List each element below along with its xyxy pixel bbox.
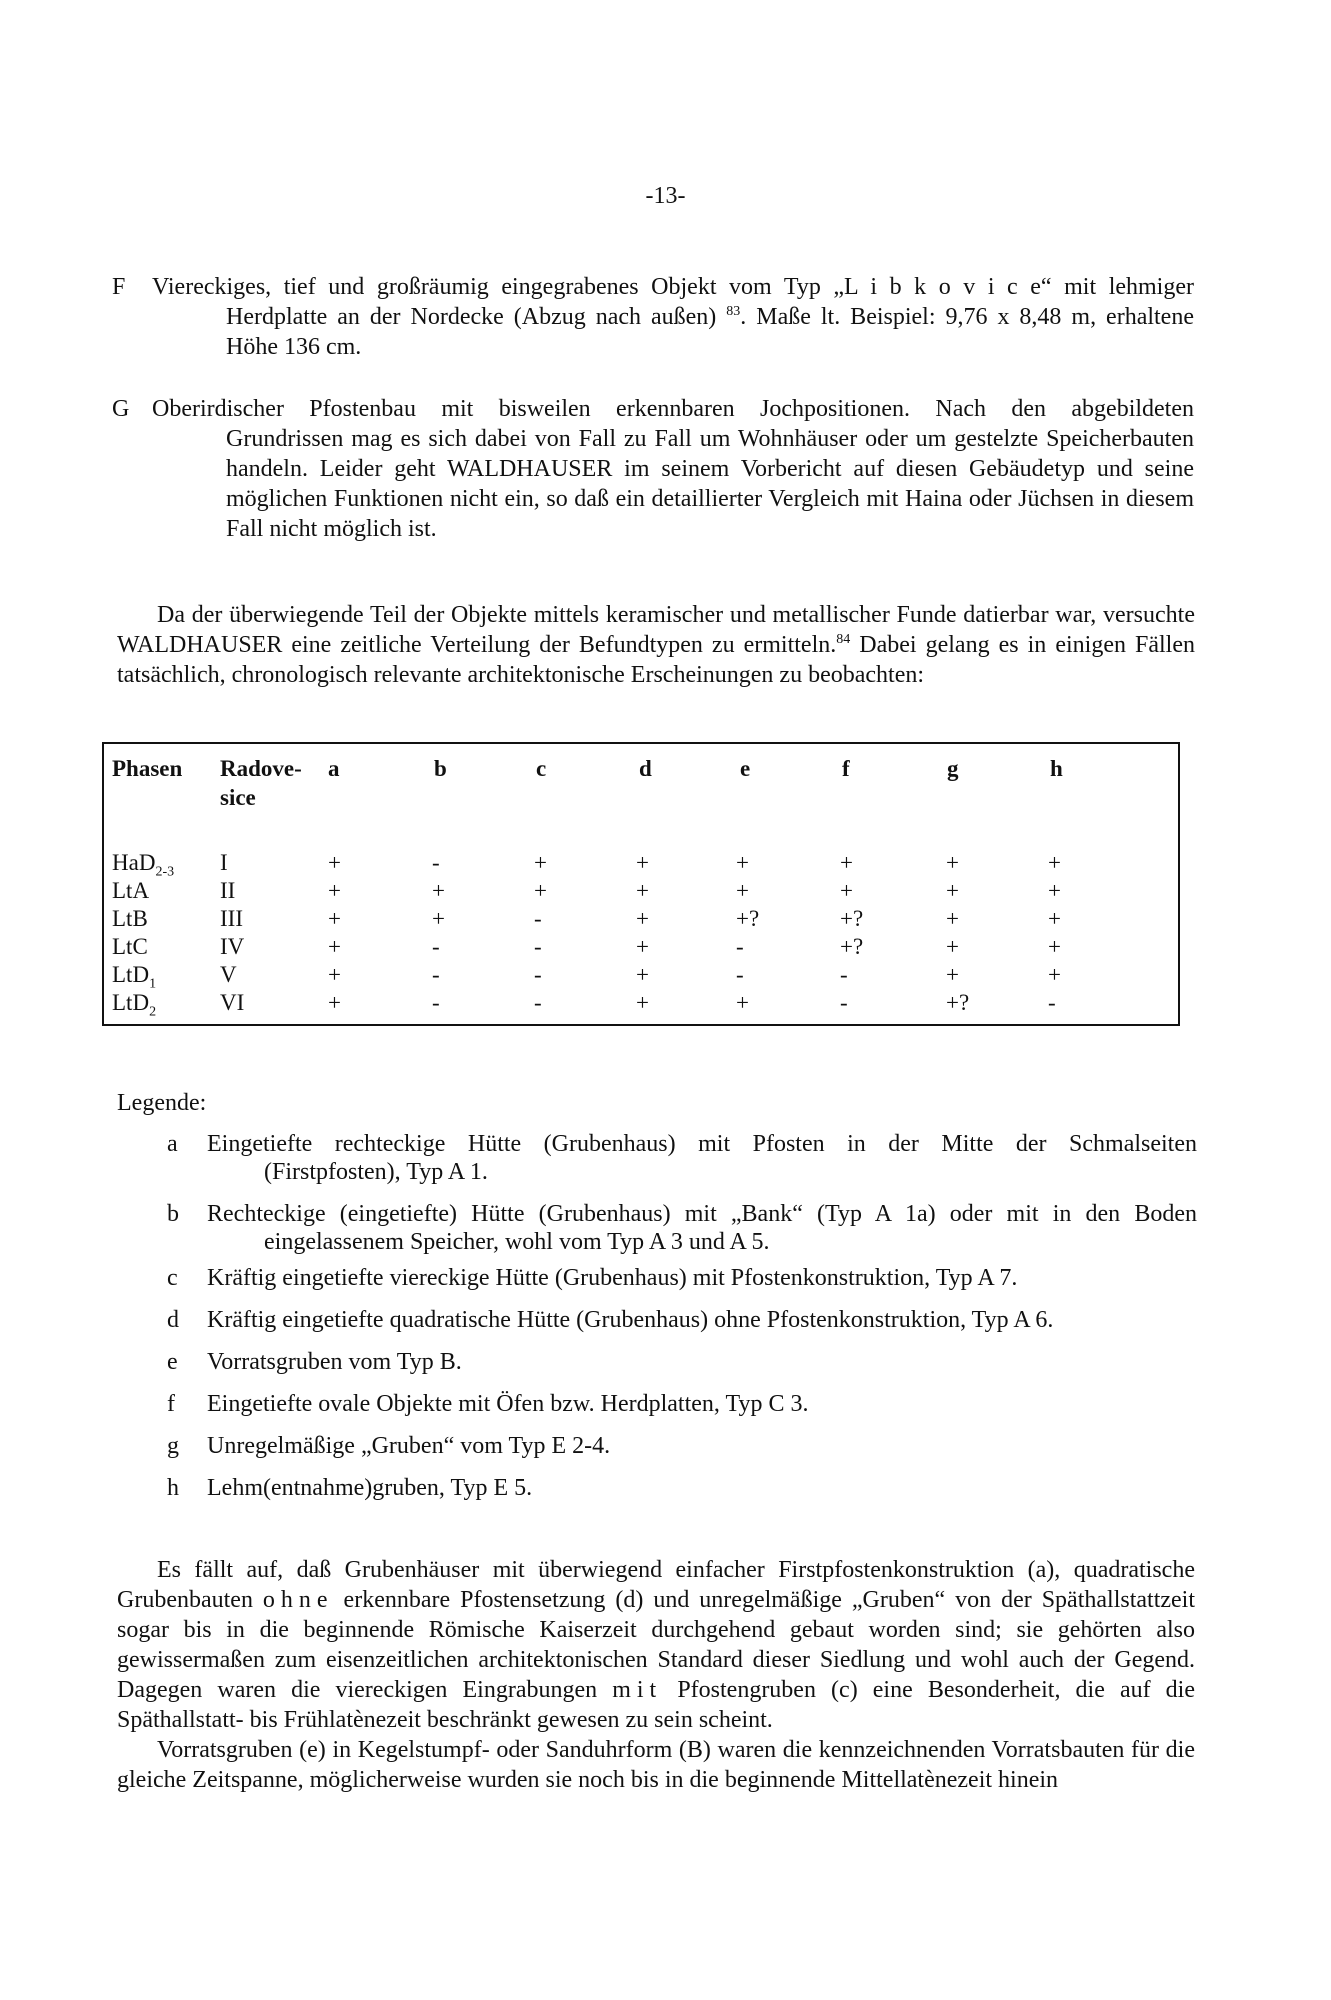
table-cell-radovesice: VI bbox=[220, 990, 245, 1015]
table-cell-value: + bbox=[1048, 962, 1061, 987]
phase-table bbox=[102, 742, 1180, 1026]
table-cell-value: - bbox=[534, 990, 542, 1015]
table-cell-value: + bbox=[636, 990, 649, 1015]
table-cell-value: + bbox=[534, 850, 547, 875]
table-cell-phase: LtA bbox=[112, 878, 150, 903]
footnote-ref: 83 bbox=[726, 304, 741, 319]
legend-item bbox=[167, 1264, 1197, 1292]
table-cell-value: + bbox=[946, 962, 959, 987]
legend-key: b bbox=[167, 1201, 179, 1227]
table-cell-value: - bbox=[432, 934, 440, 959]
table-cell-phase: LtD$_1$ bbox=[112, 962, 157, 992]
table-cell-value: + bbox=[1048, 850, 1061, 875]
table-header-radovesice: Radove- bbox=[220, 756, 302, 781]
table-cell-value: +? bbox=[840, 906, 864, 931]
legend-item bbox=[167, 1130, 1197, 1186]
entry-line: Oberirdischer Pfostenbau mit bisweilen erkennbaren Jochpositionen. Nach den abgebildeten bbox=[152, 396, 1194, 422]
table-cell-value: - bbox=[534, 906, 542, 931]
table-cell-value: + bbox=[636, 934, 649, 959]
table-header-col: e bbox=[740, 756, 751, 781]
closing-paragraph-2: Vorratsgruben (e) in Kegelstumpf- oder Sanduhrform (B) waren die kennzeichnenden Vorratsbauten für die gleiche Zeitspanne, möglicherweise wurden sie noch bis in die beginnende Mittellatènezeit hinein bbox=[117, 1737, 1195, 1793]
table-cell-value: + bbox=[840, 878, 853, 903]
entry-letter: G bbox=[112, 396, 130, 422]
footnote-ref: 84 bbox=[836, 632, 851, 647]
table-cell-value: - bbox=[1048, 990, 1056, 1015]
legend-text: Vorratsgruben vom Typ B. bbox=[207, 1349, 462, 1375]
table-cell-value: + bbox=[736, 990, 749, 1015]
table-cell-value: - bbox=[840, 962, 848, 987]
legend-key: h bbox=[167, 1475, 179, 1501]
table-header-col: b bbox=[434, 756, 447, 781]
table-cell-value: + bbox=[946, 934, 959, 959]
table-cell-value: +? bbox=[736, 906, 760, 931]
legend-item bbox=[167, 1474, 1197, 1502]
legend-text: Rechteckige (eingetiefte) Hütte (Grubenhaus) mit „Bank“ (Typ A 1a) oder mit in den Boden bbox=[207, 1201, 1197, 1227]
table-cell-value: + bbox=[328, 990, 341, 1015]
legend-key: g bbox=[167, 1433, 179, 1459]
table-header-col: h bbox=[1050, 756, 1063, 781]
table-cell-value: + bbox=[636, 878, 649, 903]
table-cell-value: + bbox=[534, 878, 547, 903]
legend-text: Eingetiefte rechteckige Hütte (Grubenhaus) mit Pfosten in der Mitte der Schmalseiten bbox=[207, 1131, 1197, 1157]
table-header-col: a bbox=[328, 756, 340, 781]
table-cell-value: + bbox=[840, 850, 853, 875]
entry-line: Viereckiges, tief und großräumig eingegrabenes Objekt vom Typ „L i b k o v i c e“ mit lehmiger bbox=[152, 274, 1194, 300]
table-cell-value: + bbox=[946, 906, 959, 931]
closing-paragraphs bbox=[117, 1555, 1195, 1795]
table-cell-value: +? bbox=[840, 934, 864, 959]
legend-text: Lehm(entnahme)gruben, Typ E 5. bbox=[207, 1475, 533, 1501]
table-cell-radovesice: II bbox=[220, 878, 236, 903]
legend-text: Eingetiefte ovale Objekte mit Öfen bzw. Herdplatten, Typ C 3. bbox=[207, 1391, 809, 1417]
table-cell-value: - bbox=[534, 962, 542, 987]
table-cell-value: + bbox=[432, 878, 445, 903]
table-cell-value: + bbox=[1048, 878, 1061, 903]
intro-paragraph: Da der überwiegende Teil der Objekte mittels keramischer und metallischer Funde datierbar war, versuchte WALDHAUSER eine zeitliche Verteilung der Befundtypen zu ermitteln.$^{84}$ Dabei gelang es in einigen Fällen tatsächlich, chronologisch relevante architektonische Erscheinungen zu beobachten: bbox=[117, 602, 1195, 688]
table-cell-value: +? bbox=[946, 990, 970, 1015]
table-cell-value: + bbox=[636, 962, 649, 987]
table-cell-value: + bbox=[636, 850, 649, 875]
table-cell-value: + bbox=[328, 850, 341, 875]
legend-text: Kräftig eingetiefte viereckige Hütte (Grubenhaus) mit Pfostenkonstruktion, Typ A 7. bbox=[207, 1265, 1018, 1291]
page-number: -13- bbox=[645, 183, 686, 209]
legend-item bbox=[167, 1432, 1197, 1460]
table-cell-value: - bbox=[736, 934, 744, 959]
table-cell-value: - bbox=[432, 850, 440, 875]
table-cell-value: + bbox=[736, 878, 749, 903]
table-cell-value: - bbox=[534, 934, 542, 959]
table-cell-phase: LtD$_2$ bbox=[112, 990, 157, 1020]
legend-item bbox=[167, 1348, 1197, 1376]
entry-line: Herdplatte an der Nordecke (Abzug nach außen) $^{83}$. Maße lt. Beispiel: 9,76 x 8,48 m, erhaltene bbox=[226, 304, 1194, 330]
table-cell-value: + bbox=[328, 906, 341, 931]
legend-text: Kräftig eingetiefte quadratische Hütte (Grubenhaus) ohne Pfostenkonstruktion, Typ A 6. bbox=[207, 1307, 1054, 1333]
table-cell-value: + bbox=[946, 878, 959, 903]
table-cell-radovesice: V bbox=[220, 962, 237, 987]
table-cell-radovesice: III bbox=[220, 906, 243, 931]
table-cell-value: - bbox=[432, 962, 440, 987]
table-cell-phase: LtB bbox=[112, 906, 148, 931]
closing-paragraph-1: Es fällt auf, daß Grubenhäuser mit überwiegend einfacher Firstpfostenkonstruktion (a), quadratische Grubenbauten ohne erkennbare Pfostensetzung (d) und unregelmäßige „Gruben“ von der Späthallstattzeit sogar bis in die beginnende Römische Kaiserzeit durchgehend gebaut worden sind; sie gehörten also gewissermaßen zum eisenzeitlichen architektonischen Standard dieser Siedlung und wohl auch der Gegend. Dagegen waren die viereckigen Eingrabungen mit Pfostengruben (c) eine Besonderheit, die auf die Späthallstatt- bis Frühlatènezeit beschränkt gewesen zu sein scheint. bbox=[117, 1557, 1195, 1733]
table-cell-value: + bbox=[432, 906, 445, 931]
legend-key: e bbox=[167, 1349, 178, 1375]
legend-text-continued: eingelassenem Speicher, wohl vom Typ A 3 und A 5. bbox=[264, 1229, 770, 1255]
table-cell-value: + bbox=[1048, 934, 1061, 959]
legend-title: Legende: bbox=[117, 1090, 207, 1116]
entry-g bbox=[112, 394, 1194, 544]
entry-line: Höhe 136 cm. bbox=[226, 334, 362, 360]
entry-letter: F bbox=[112, 274, 126, 300]
legend-key: f bbox=[167, 1391, 175, 1417]
legend-key: d bbox=[167, 1307, 179, 1333]
legend-key: c bbox=[167, 1265, 178, 1291]
table-cell-value: + bbox=[328, 878, 341, 903]
table-header-radovesice-2: sice bbox=[220, 785, 256, 810]
table-header-col: g bbox=[947, 756, 959, 781]
table-cell-value: + bbox=[1048, 906, 1061, 931]
entry-f bbox=[112, 272, 1194, 362]
legend-item bbox=[167, 1306, 1197, 1334]
table-header-phasen: Phasen bbox=[112, 756, 183, 781]
table-header-col: f bbox=[842, 756, 850, 781]
table-cell-value: + bbox=[736, 850, 749, 875]
table-header-col: d bbox=[639, 756, 652, 781]
table-cell-value: + bbox=[636, 906, 649, 931]
table-cell-radovesice: I bbox=[220, 850, 228, 875]
table-cell-value: - bbox=[840, 990, 848, 1015]
legend-text: Unregelmäßige „Gruben“ vom Typ E 2-4. bbox=[207, 1433, 611, 1459]
entry-text: Grundrissen mag es sich dabei von Fall zu Fall um Wohnhäuser oder um gestelzte Speicherbauten handeln. Leider geht WALDHAUSER im seinem Vorbericht auf diesen Gebäudetyp und seine möglichen Funktionen nicht ein, so daß ein detaillierter Vergleich mit Haina oder Jüchsen in diesem Fall nicht möglich ist. bbox=[226, 426, 1194, 542]
table-cell-value: + bbox=[328, 934, 341, 959]
table-cell-value: - bbox=[736, 962, 744, 987]
table-cell-value: + bbox=[328, 962, 341, 987]
table-cell-phase: LtC bbox=[112, 934, 148, 959]
legend-item bbox=[167, 1390, 1197, 1418]
table-header-col: c bbox=[536, 756, 547, 781]
legend-key: a bbox=[167, 1131, 178, 1157]
table-cell-phase: HaD$_{2-3}$ bbox=[112, 850, 175, 880]
legend-text-continued: (Firstpfosten), Typ A 1. bbox=[264, 1159, 488, 1185]
table-cell-value: + bbox=[946, 850, 959, 875]
legend-item bbox=[167, 1200, 1197, 1256]
table-cell-value: - bbox=[432, 990, 440, 1015]
table-cell-radovesice: IV bbox=[220, 934, 245, 959]
